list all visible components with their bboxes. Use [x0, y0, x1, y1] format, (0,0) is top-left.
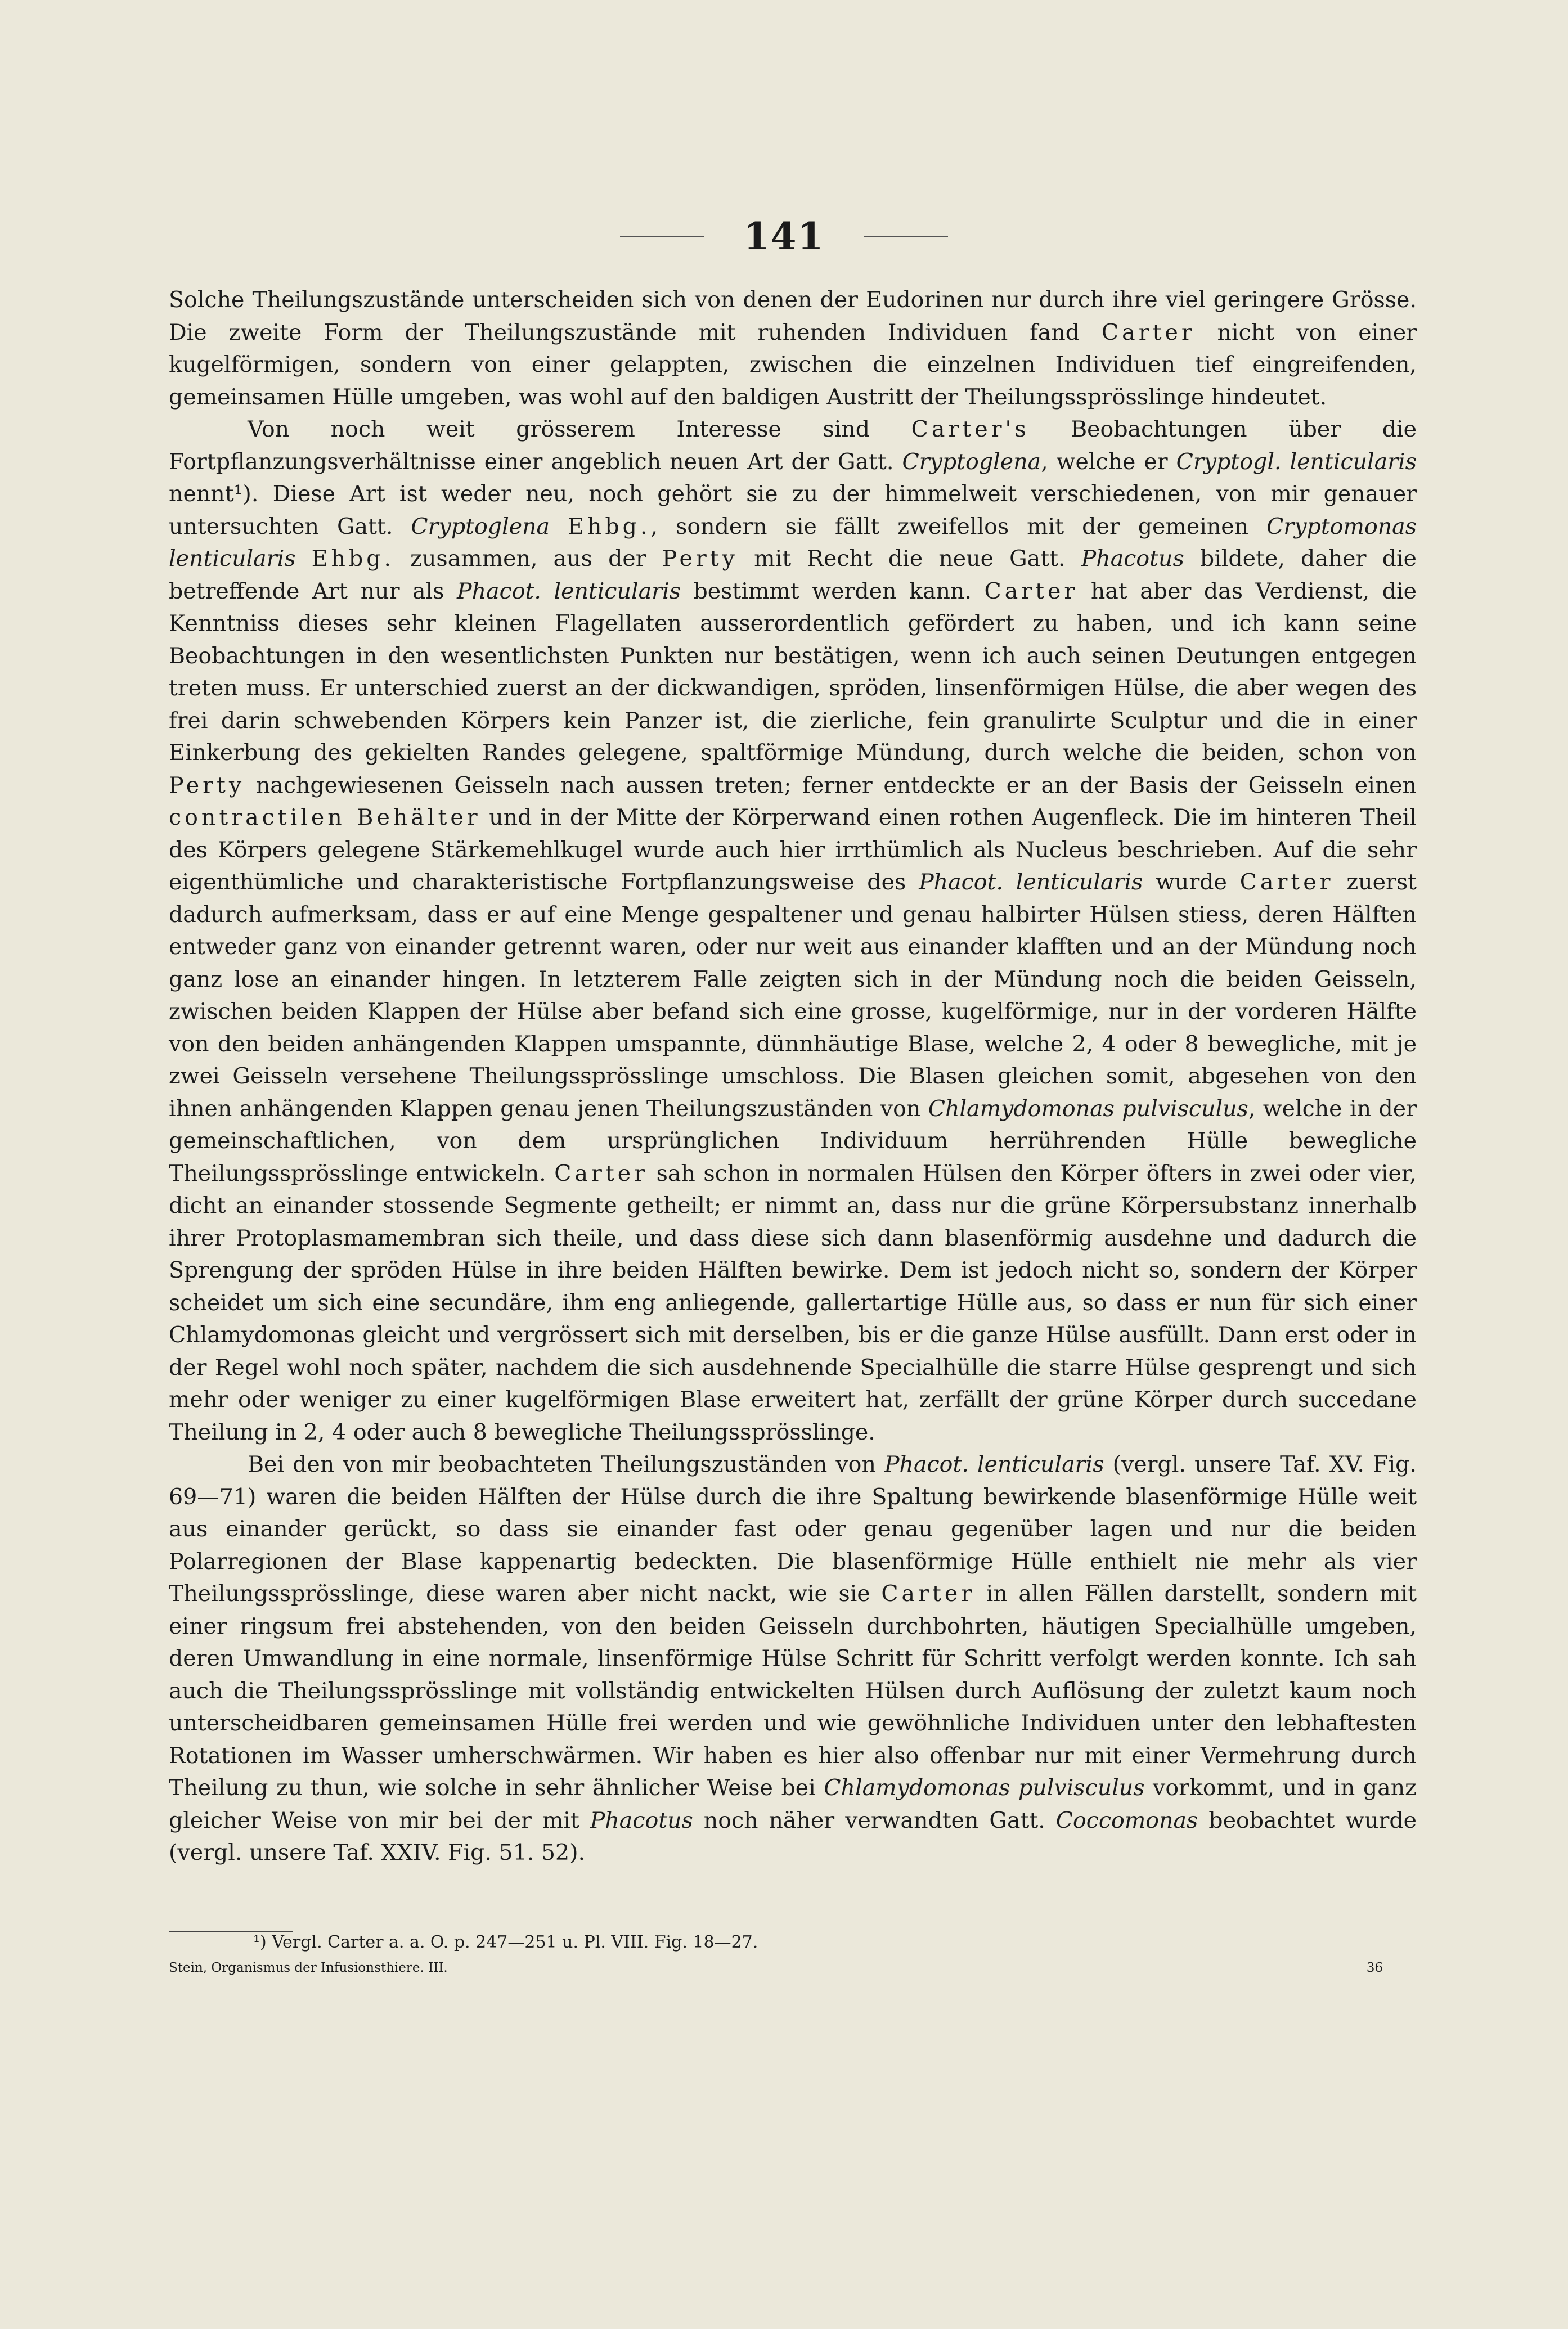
header-rule-right [864, 236, 948, 237]
spaced-name: Ehbg. [311, 546, 395, 572]
paragraph: Bei den von mir beobachteten Theilungszuständen von Phacot. lenticularis (vergl. unsere Taf. XV. Fig. 69—71) waren die beiden Hälften der Hülse durch die ihre Spaltung bewirkende blasenförmige Hülle weit aus einander gerückt, so dass sie einander fast oder genau gegenüber lagen und nur die beiden Polarregionen der Blase kappenartig bedeckten. Die blasenförmige Hülle enthielt nie mehr als vier Theilungssprösslinge, diese waren aber nicht nackt, wie sie Carter in allen Fällen darstellt, sondern mit einer ringsum frei abstehenden, von den beiden Geisseln durchbohrten, häutigen Specialhülle umgeben, deren Umwandlung in eine normale, linsenförmige Hülse Schritt für Schritt verfolgt werden konnte. Ich sah auch die Theilungssprösslinge mit vollständig entwickelten Hülsen durch Auflösung der zuletzt kaum noch unterscheidbaren gemeinsamen Hülle frei werden und wie gewöhnliche Individuen unter den lebhaftesten Rotationen im Wasser umherschwärmen. Wir haben es hier also offenbar nur mit einer Vermehrung durch Theilung zu thun, wie solche in sehr ähnlicher Weise bei Chlamydomonas pulvisculus vorkommt, und in ganz gleicher Weise von mir bei der mit Phacotus noch näher verwandten Gatt. Coccomonas beobachtet wurde (vergl. unsere Taf. XXIV. Fig. 51. 52). [169, 1451, 1417, 1865]
spaced-name: Carter [984, 578, 1079, 604]
spaced-name: Carter [881, 1581, 976, 1607]
footnote: ¹) Vergl. Carter a. a. O. p. 247—251 u. Pl. VIII. Fig. 18—27. [253, 1932, 758, 1952]
signature-line: Stein, Organismus der Infusionsthiere. III. [169, 1961, 448, 1975]
paragraph: Von noch weit grösserem Interesse sind Carter's Beobachtungen über die Fortpflanzungsverhältnisse einer angeblich neuen Art der Gatt. Cryptoglena, welche er Cryptogl. lenticularis nennt¹). Diese Art ist weder neu, noch gehört sie zu der himmelweit verschiedenen, von mir genauer untersuchten Gatt. Cryptoglena Ehbg., sondern sie fällt zweifellos mit der gemeinen Cryptomonas lenticularis Ehbg. zusammen, aus der Perty mit Recht die neue Gatt. Phacotus bildete, daher die betreffende Art nur als Phacot. lenticularis bestimmt werden kann. Carter hat aber das Verdienst, die Kenntniss dieses sehr kleinen Flagellaten ausserordentlich gefördert zu haben, und ich kann seine Beobachtungen in den wesentlichsten Punkten nur bestätigen, wenn ich auch seinen Deutungen entgegen treten muss. Er unterschied zuerst an der dickwandigen, spröden, linsenförmigen Hülse, die aber wegen des frei darin schwebenden Körpers kein Panzer ist, die zierliche, fein granulirte Sculptur und die in einer Einkerbung des gekielten Randes gelegene, spaltförmige Mündung, durch welche die beiden, schon von Perty nachgewiesenen Geisseln nach aussen treten; ferner entdeckte er an der Basis der Geisseln einen contractilen Behälter und in der Mitte der Körperwand einen rothen Augenfleck. Die im hinteren Theil des Körpers gelegene Stärkemehlkugel wurde auch hier irrthümlich als Nucleus beschrieben. Auf die sehr eigenthümliche und charakteristische Fortpflanzungsweise des Phacot. lenticularis wurde Carter zuerst dadurch aufmerksam, dass er auf eine Menge gespaltener und genau halbirter Hülsen stiess, deren Hälften entweder ganz von einander getrennt waren, oder nur weit aus einander klafften und an der Mündung noch ganz lose an einander hingen. In letzterem Falle zeigten sich in der Mündung noch die beiden Geisseln, zwischen beiden Klappen der Hülse aber befand sich eine grosse, kugelförmige, nur in der vorderen Hälfte von den beiden anhängenden Klappen umspannte, dünnhäutige Blase, welche 2, 4 oder 8 bewegliche, mit je zwei Geisseln versehene Theilungssprösslinge umschloss. Die Blasen gleichen somit, abgesehen von den ihnen anhängenden Klappen genau jenen Theilungszuständen von Chlamydomonas pulvisculus, welche in der gemeinschaftlichen, von dem ursprünglichen Individuum herrührenden Hülle bewegliche Theilungssprösslinge entwickeln. Carter sah schon in normalen Hülsen den Körper öfters in zwei oder vier, dicht an einander stossende Segmente getheilt; er nimmt an, dass nur die grüne Körpersubstanz innerhalb ihrer Protoplasmamembran sich theile, und dass diese sich dann blasenförmig ausdehne und dadurch die Sprengung der spröden Hülse in ihre beiden Hälften bewirke. Dem ist jedoch nicht so, sondern der Körper scheidet um sich eine secundäre, ihm eng anliegende, gallertartige Hülle aus, so dass er nun für sich einer Chlamydomonas gleicht und vergrössert sich mit derselben, bis er die ganze Hülse ausfüllt. Dann erst oder in der Regel wohl noch später, nachdem die sich ausdehnende Specialhülle die starre Hülse gesprengt und sich mehr oder weniger zu einer kugelförmigen Blase erweitert hat, zerfällt der grüne Körper durch succedane Theilung in 2, 4 oder auch 8 bewegliche Theilungssprösslinge. [169, 416, 1417, 1445]
italic-term: Cryptogl. lenticularis [1176, 448, 1417, 475]
spaced-name: Perty [662, 546, 738, 572]
italic-term: Phacot. lenticularis [884, 1451, 1104, 1477]
paragraph: Solche Theilungszustände unterscheiden sich von denen der Eudorinen nur durch ihre viel geringere Grösse. Die zweite Form der Theilungszustände mit ruhenden Individuen fand Carter nicht von einer kugelförmigen, sondern von einer gelappten, zwischen die einzelnen Individuen tief eingreifenden, gemeinsamen Hülle umgeben, was wohl auf den baldigen Austritt der Theilungssprösslinge hindeutet. [169, 287, 1417, 410]
italic-term: Chlamydomonas pulvisculus [824, 1775, 1145, 1801]
italic-term: Coccomonas [1055, 1807, 1198, 1833]
header-rule-left [620, 236, 704, 237]
spaced-name: Perty [169, 772, 245, 798]
italic-term: Cryptoglena [902, 448, 1041, 475]
italic-term: Chlamydomonas pulvisculus [928, 1095, 1248, 1122]
spaced-name: contractilen Behälter [169, 804, 481, 830]
signature-number: 36 [1366, 1961, 1383, 1975]
italic-term: Phacot. lenticularis [919, 869, 1143, 895]
italic-term: Phacot. lenticularis [457, 578, 681, 604]
page-footer [169, 1957, 1417, 1979]
spaced-name: Carter [1101, 319, 1196, 345]
page-header [0, 208, 1568, 264]
page-number: 141 [743, 214, 825, 258]
italic-term: Phacotus [590, 1807, 693, 1833]
body-text [169, 284, 1417, 1869]
italic-term: Cryptoglena [411, 513, 550, 539]
spaced-name: Carter [1239, 869, 1334, 895]
italic-term: Phacotus [1081, 546, 1184, 572]
spaced-name: Carter's [911, 416, 1030, 442]
spaced-name: Ehbg. [568, 513, 651, 539]
italic-term: Cryptomonas lenticularis [169, 513, 1417, 572]
spaced-name: Carter [554, 1160, 649, 1186]
